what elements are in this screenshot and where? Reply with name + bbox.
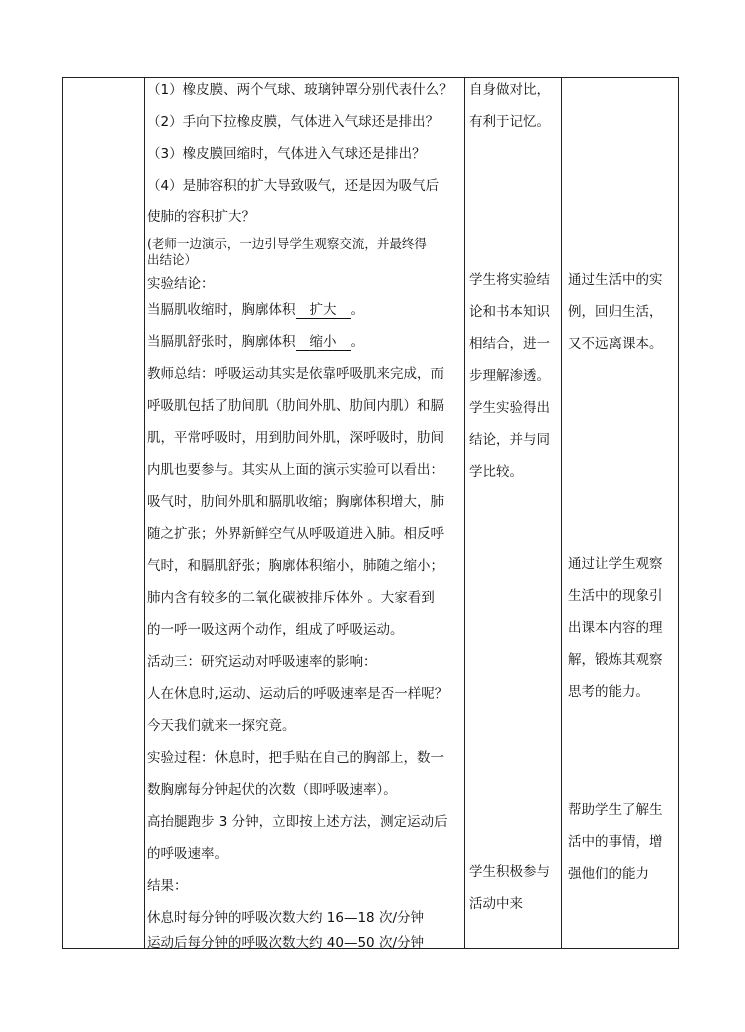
answer-blank: 扩大 [296, 303, 351, 319]
intent-text: 例，回归生活， [568, 304, 663, 320]
summary-line-9: 的一呼一吸这两个动作，组成了呼吸运动。 [147, 622, 404, 638]
summary-line-5: 吸气时，肋间外肌和膈肌收缩；胸廓体积增大，肺 [147, 494, 444, 510]
conclusion-1: 当膈肌收缩时，胸廓体积 扩大 。 [147, 302, 364, 318]
procedure-line-1: 实验过程：休息时，把手贴在自己的胸部上，数一 [147, 750, 444, 766]
student-text: 学生实验得出 [469, 400, 550, 416]
teacher-note-line-2: 出结论） [147, 252, 198, 267]
student-text: 有利于记忆。 [469, 114, 550, 130]
student-text: 步理解渗透。 [469, 368, 550, 384]
intent-text: 活中的事情，增 [568, 834, 663, 850]
intent-text: 帮助学生了解生 [568, 802, 663, 818]
teacher-note-line-1: (老师一边演示，一边引导学生观察交流，并最终得 [147, 236, 427, 251]
summary-line-8: 肺内含有较多的二氧化碳被排斥体外 。大家看到 [147, 590, 435, 606]
student-text: 学生积极参与 [469, 864, 550, 880]
procedure-line-4: 的呼吸速率。 [147, 846, 228, 862]
intent-text: 解，锻炼其观察 [568, 652, 663, 668]
conclusion-2: 当膈肌舒张时，胸廓体积 缩小 。 [147, 334, 364, 350]
activity-3-title: 活动三：研究运动对呼吸速率的影响： [147, 654, 377, 670]
summary-line-1: 教师总结：呼吸运动其实是依靠呼吸肌来完成，而 [147, 366, 444, 382]
result-label: 结果： [147, 878, 188, 894]
student-text: 相结合，进一 [469, 336, 550, 352]
intent-text: 强他们的能力 [568, 866, 649, 882]
summary-line-6: 随之扩张；外界新鲜空气从呼吸道进入肺。相反呼 [147, 526, 444, 542]
conclusion-label: 实验结论： [147, 276, 215, 292]
summary-line-3: 肌，平常呼吸时，用到肋间外肌，深呼吸时，肋间 [147, 430, 444, 446]
column-divider [144, 78, 145, 948]
activity-3-question: 人在休息时,运动、运动后的呼吸速率是否一样呢？ [147, 686, 449, 702]
student-text: 论和书本知识 [469, 304, 550, 320]
column-divider [561, 78, 562, 948]
intent-text: 出课本内容的理 [568, 620, 663, 636]
intent-text: 通过生活中的实 [568, 272, 663, 288]
activity-3-intro: 今天我们就来一探究竟。 [147, 718, 296, 734]
result-rest: 休息时每分钟的呼吸次数大约 16—18 次/分钟 [147, 910, 424, 926]
student-text: 学比较。 [469, 464, 523, 480]
summary-line-4: 内肌也要参与。其实从上面的演示实验可以看出： [147, 462, 444, 478]
answer-blank: 缩小 [296, 335, 351, 351]
lesson-table [62, 77, 679, 949]
question-3: （3）橡皮膜回缩时，气体进入气球还是排出？ [147, 146, 426, 162]
question-1: （1）橡皮膜、两个气球、玻璃钟罩分别代表什么？ [147, 82, 453, 98]
procedure-line-2: 数胸廓每分钟起伏的次数（即呼吸速率）。 [147, 782, 397, 798]
column-divider [464, 78, 465, 948]
student-text: 活动中来 [469, 896, 523, 912]
question-4-line-1: （4）是肺容积的扩大导致吸气，还是因为吸气后 [147, 178, 440, 194]
student-text: 结论，并与同 [469, 432, 550, 448]
intent-text: 生活中的现象引 [568, 588, 663, 604]
question-2: （2）手向下拉橡皮膜，气体进入气球还是排出？ [147, 114, 440, 130]
summary-line-7: 气时，和膈肌舒张；胸廓体积缩小，肺随之缩小； [147, 558, 444, 574]
intent-text: 思考的能力。 [568, 684, 649, 700]
intent-text: 通过让学生观察 [568, 556, 663, 572]
question-4-line-2: 使肺的容积扩大？ [147, 209, 255, 225]
student-text: 学生将实验结 [469, 272, 550, 288]
intent-text: 又不远离课本。 [568, 336, 663, 352]
procedure-line-3: 高抬腿跑步 3 分钟，立即按上述方法，测定运动后 [147, 814, 448, 830]
summary-line-2: 呼吸肌包括了肋间肌（肋间外肌、肋间内肌）和膈 [147, 398, 444, 414]
result-exercise: 运动后每分钟的呼吸次数大约 40—50 次/分钟 [147, 935, 424, 951]
student-text: 自身做对比， [469, 82, 550, 98]
